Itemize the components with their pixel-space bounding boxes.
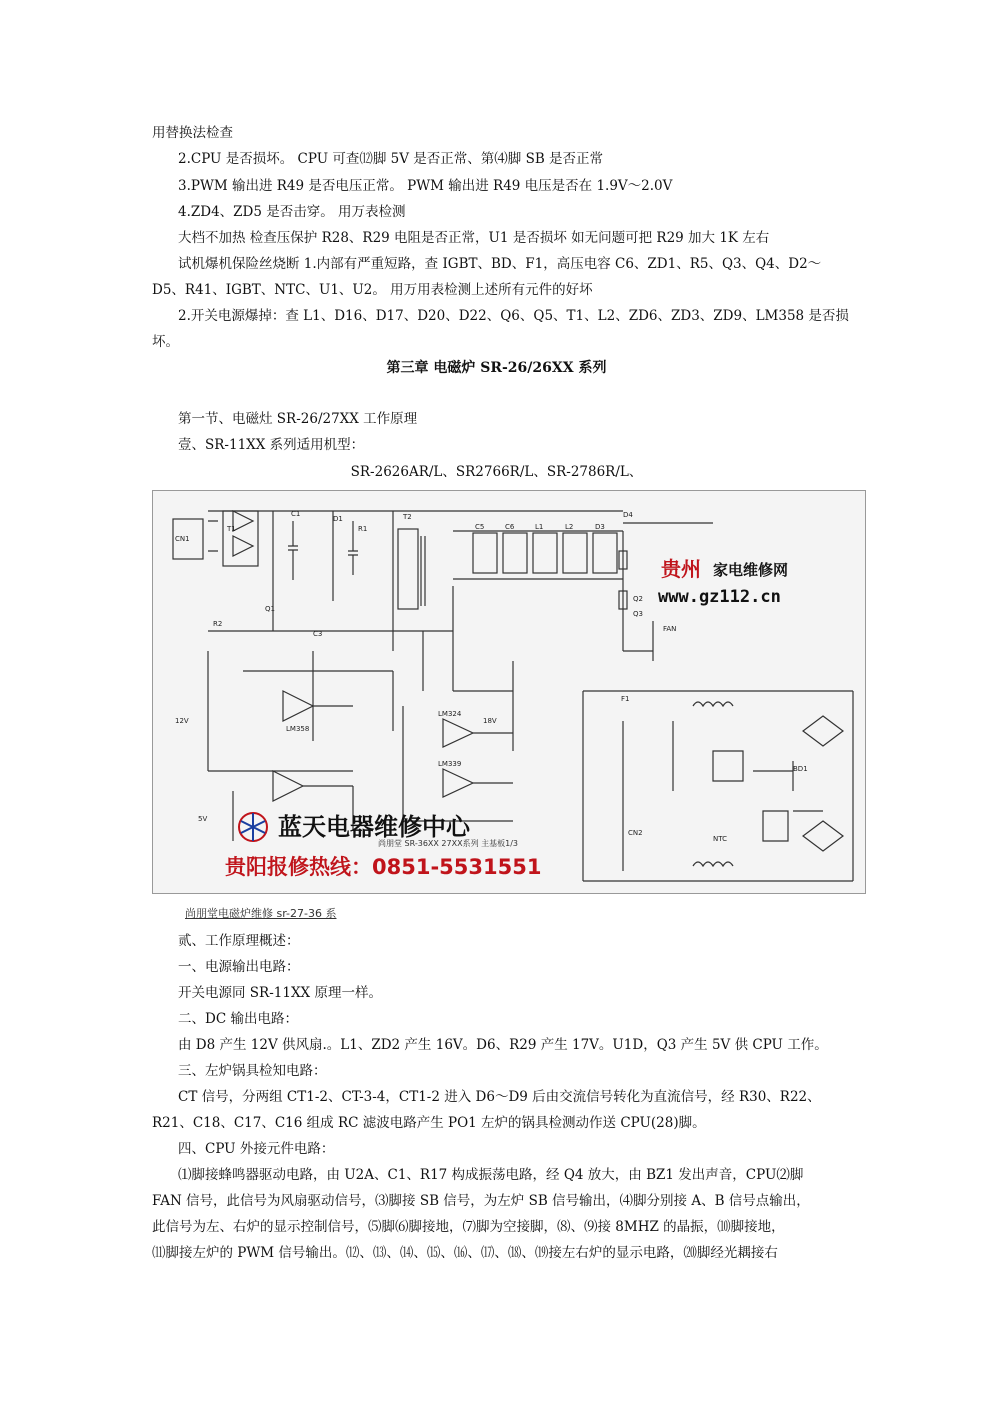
svg-text:L2: L2 [565, 523, 574, 531]
text-line: 四、CPU 外接元件电路： [178, 1141, 335, 1157]
svg-text:D4: D4 [623, 511, 633, 519]
text-line: 大档不加热 检查压保护 R28、R29 电阻是否正常，U1 是否损坏 如无问题可把 R29 加大 1K 左右 [178, 230, 770, 246]
svg-text:D3: D3 [595, 523, 605, 531]
text-line: 用替换法检查 [152, 125, 233, 141]
text-line: 一、电源输出电路： [178, 959, 300, 975]
svg-text:C3: C3 [313, 630, 323, 638]
text-line: D5、R41、IGBT、NTC、U1、U2。 用万用表检测上述所有元件的好坏 [152, 282, 593, 298]
watermark-url: www.gz112.cn [658, 587, 781, 607]
svg-text:C6: C6 [505, 523, 515, 531]
text-line: 2.开关电源爆掉：查 L1、D16、D17、D20、D22、Q6、Q5、T1、L2、ZD6、ZD3、ZD9、LM358 是否损 [178, 308, 849, 324]
section-heading: 壹、SR-11XX 系列适用机型： [178, 437, 365, 453]
svg-text:D1: D1 [333, 515, 343, 523]
svg-text:Q3: Q3 [633, 610, 643, 618]
chapter-title: 第三章 电磁炉 SR-26/26XX 系列 [386, 360, 607, 376]
svg-text:Q1: Q1 [265, 605, 275, 613]
text-line: 贰、工作原理概述： [178, 933, 300, 949]
text-line: ⑴脚接蜂鸣器驱动电路，由 U2A、C1、R17 构成振荡电路，经 Q4 放大，由 BZ1 发出声音，CPU⑵脚 [178, 1167, 804, 1183]
brand-logo-icon [233, 807, 273, 847]
svg-text:LM358: LM358 [286, 725, 310, 733]
svg-text:C5: C5 [475, 523, 485, 531]
svg-text:5V: 5V [198, 815, 208, 823]
svg-text:LM339: LM339 [438, 760, 462, 768]
svg-text:CN2: CN2 [628, 829, 643, 837]
text-line: 坏。 [152, 334, 179, 350]
svg-text:NTC: NTC [713, 835, 727, 843]
text-line: 三、左炉锅具检知电路： [178, 1063, 327, 1079]
board-subtitle: 尚朋堂 SR-36XX 27XX系列 主基板1/3 [378, 839, 518, 848]
text-line: 二、DC 输出电路： [178, 1011, 298, 1027]
svg-text:C1: C1 [291, 510, 301, 518]
text-line: 2.CPU 是否损坏。 CPU 可查⑿脚 5V 是否正常、第⑷脚 SB 是否正常 [178, 151, 604, 167]
svg-text:CN1: CN1 [175, 535, 190, 543]
hotline: 贵阳报修热线：0851-5531551 [225, 855, 542, 879]
text-line: 3.PWM 输出进 R49 是否电压正常。 PWM 输出进 R49 电压是否在 1.9V～2.0V [178, 178, 673, 194]
text-line: 试机爆机保险丝烧断 1.内部有严重短路，查 IGBT、BD、F1，高压电容 C6、ZD1、R5、Q3、Q4、D2～ [178, 256, 822, 272]
section-heading: 第一节、电磁灶 SR-26/27XX 工作原理 [178, 411, 418, 427]
watermark-region: 贵州 [661, 557, 701, 581]
svg-text:FAN: FAN [663, 625, 677, 633]
svg-text:T1: T1 [227, 525, 236, 533]
svg-text:12V: 12V [175, 717, 189, 725]
svg-text:F1: F1 [621, 695, 630, 703]
text-line: 由 D8 产生 12V 供风扇.。L1、ZD2 产生 16V。D6、R29 产生 17V。U1D，Q3 产生 5V 供 CPU 工作。 [178, 1037, 828, 1053]
svg-text:18V: 18V [483, 717, 497, 725]
svg-text:L1: L1 [535, 523, 544, 531]
watermark-site: 家电维修网 [713, 561, 789, 579]
brand-name: 蓝天电器维修中心 [278, 813, 470, 841]
text-line: 开关电源同 SR-11XX 原理一样。 [178, 985, 382, 1001]
text-line: R21、C18、C17、C16 组成 RC 滤波电路产生 PO1 左炉的锅具检测动作送 CPU(28)脚。 [152, 1115, 706, 1131]
svg-text:R1: R1 [358, 525, 368, 533]
svg-text:BD1: BD1 [793, 765, 808, 773]
circuit-schematic [152, 490, 866, 894]
svg-text:LM324: LM324 [438, 710, 462, 718]
text-line: CT 信号，分两组 CT1-2、CT-3-4，CT1-2 进入 D6～D9 后由交流信号转化为直流信号，经 R30、R22、 [178, 1089, 821, 1105]
svg-text:Q2: Q2 [633, 595, 643, 603]
text-line: 4.ZD4、ZD5 是否击穿。 用万表检测 [178, 204, 406, 220]
svg-text:R2: R2 [213, 620, 223, 628]
text-line: 此信号为左、右炉的显示控制信号，⑸脚⑹脚接地，⑺脚为空接脚，⑻、⑼接 8MHZ 的晶振，⑽脚接地， [152, 1219, 785, 1235]
text-line: ⑾脚接左炉的 PWM 信号输出。⑿、⒀、⒁、⒂、⒃、⒄、⒅、⒆接左右炉的显示电路，⒇脚经光耦接右 [152, 1245, 778, 1261]
svg-text:T2: T2 [403, 513, 412, 521]
text-line: FAN 信号，此信号为风扇驱动信号，⑶脚接 SB 信号，为左炉 SB 信号输出，⑷脚分别接 A、B 信号点输出， [152, 1193, 810, 1209]
model-list: SR-2626AR/L、SR2766R/L、SR-2786R/L、 [350, 464, 643, 480]
figure-caption: 尚朋堂电磁炉维修 sr-27-36 系 [185, 907, 337, 920]
